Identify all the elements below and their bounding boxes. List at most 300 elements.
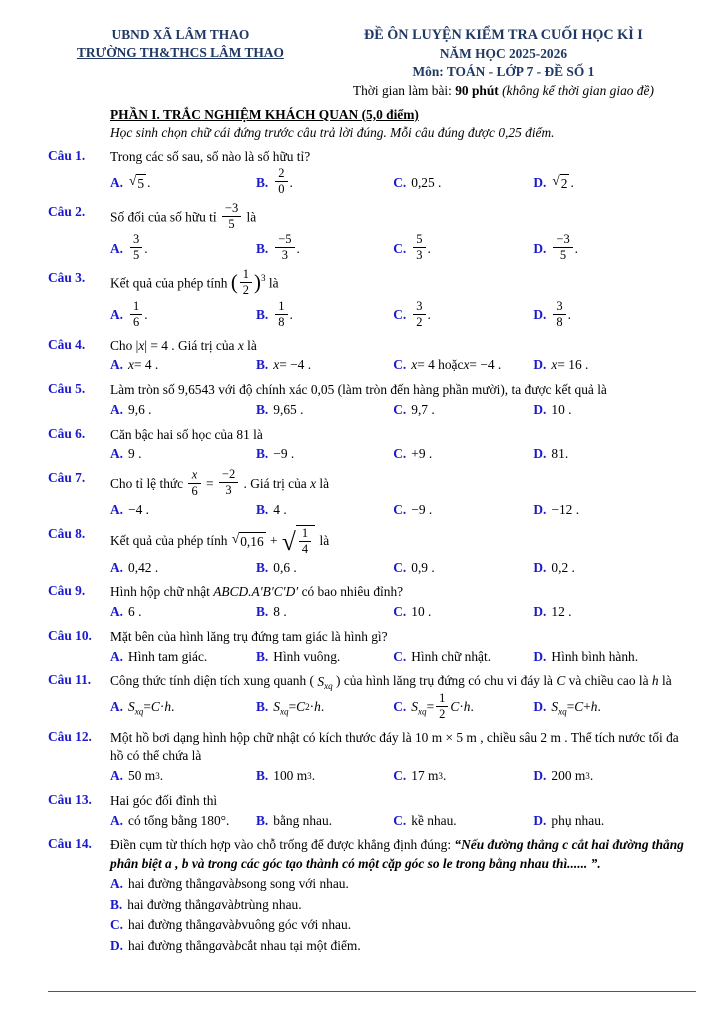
option-label: A. [110,174,124,190]
math-var: b [233,896,241,912]
math-sqrt [232,532,266,549]
option-label: D. [533,699,547,715]
text-run: . [427,307,431,323]
option [256,444,393,464]
fraction-denominator: 3 [416,248,423,263]
option-label: B. [256,446,269,462]
option-text [411,648,491,666]
fraction-numerator: 2 [275,167,287,182]
math-var: S [317,673,325,689]
text-run: + [266,532,281,548]
option-label: B. [256,648,269,664]
option-label: C. [393,501,407,517]
question-text [110,203,694,232]
text-run: và [221,917,235,933]
fraction-numerator: 5 [413,233,425,248]
text-run: . [597,699,601,715]
question-block [48,728,694,788]
option-text [273,559,296,577]
options-row [110,874,694,956]
option [110,558,256,578]
subject-line: Môn: TOÁN - LỚP 7 - ĐỀ SỐ 1 [412,64,595,80]
text-run: 200 m [551,768,586,784]
text-run: là [316,476,330,492]
fraction-numerator: 1 [240,268,252,283]
page-footer-divider [48,991,696,992]
text-run: 12 . [551,604,572,620]
option-label: C. [393,357,407,373]
text-run: 9,7 . [411,401,435,417]
page-header [48,26,694,100]
option-label: B. [256,401,269,417]
option-text [273,812,332,830]
text-run: 10 . [411,604,432,620]
option [533,647,694,667]
text-run: −9 . [273,446,295,462]
math-var: x [411,357,418,373]
text-run: . [470,699,474,715]
text-run: Công thức tính diện tích xung quanh ( [110,673,318,689]
subscript [324,680,333,690]
option-label: A. [110,307,124,323]
text-run: Làm tròn số 9,6543 với độ chính xác 0,05 (làm tròn đến hàng phần mười), ta được kết quả là [110,382,607,398]
radical-sign: √ [129,172,137,188]
options-row [110,811,694,831]
question-body [110,671,694,724]
math-var-sub [411,698,426,716]
option [393,811,533,831]
org-name-line2: TRƯỜNG TH&THCS LÂM THAO [76,44,284,60]
fraction-numerator: 3 [130,233,142,248]
text-run: bằng nhau. [273,812,333,828]
text-run: . [171,699,175,715]
math-var-sub [551,698,566,716]
question-block [48,835,694,957]
math-fraction [219,468,238,497]
option-label: C. [393,699,407,715]
text-run: 9,65 . [273,401,304,417]
subscript [418,707,427,717]
questions-list [48,147,694,958]
time-limit-line [313,82,694,100]
question-text [110,469,694,499]
option-text [128,916,351,934]
exam-title: ĐỀ ÔN LUYỆN KIỂM TRA CUỐI HỌC KÌ I [364,27,643,43]
text-run: Hình hộp chữ nhật [110,584,214,600]
math-fraction [188,468,200,498]
question-block [48,269,694,332]
fraction-denominator: 0 [278,182,285,197]
option [393,647,533,667]
option-text [551,174,573,192]
option [110,895,694,915]
question-block [48,525,694,580]
question-block [48,791,694,832]
text-run: Một hồ bơi dạng hình hộp chữ nhật có kích thước đáy là 10 m × 5 m , chiều sâu 2 m . Thể tích nước tối đa hồ có thể chứa là [110,729,679,764]
option [110,647,256,667]
option [393,766,533,786]
option-label: C. [393,401,407,417]
text-run: và [221,937,235,953]
fraction-denominator: 6 [191,483,198,498]
text-run: Hình vuông. [273,648,341,664]
text-run: . [567,307,572,323]
text-run: | = 4 . Giá trị của [144,337,238,353]
option-text [551,445,568,463]
radicand: 0,16 [240,533,264,549]
text-run: và [221,875,235,891]
option-text [273,165,293,197]
text-run: 81. [551,446,569,462]
option-label: A. [110,401,124,417]
math-fraction [275,233,294,262]
option-text [128,875,349,893]
text-run: Căn bậc hai số học của 81 là [110,426,263,442]
question-body [110,425,694,466]
math-fraction [130,300,142,329]
text-run: cắt nhau tại một điểm. [241,937,361,953]
math-var: xq [417,706,427,717]
question-text [110,835,694,873]
text-run: . [574,240,579,256]
option-label: D. [533,357,547,373]
option-text [411,690,474,722]
text-run: = 16 . [557,357,589,373]
text-run: . [289,174,293,190]
question-number: Câu 12. [48,728,92,744]
options-row [110,400,694,420]
option-text [128,559,158,577]
math-fraction [413,300,425,329]
text-run: 8 . [273,604,287,620]
option [110,936,694,956]
option-label: B. [256,501,269,517]
math-var: C [150,699,160,715]
math-var-sub [273,698,288,716]
math-var: x [551,357,558,373]
text-run: Kết quả của phép tính [110,532,231,548]
option-text [551,559,574,577]
text-run: −4 . [128,501,149,517]
question-body [110,835,694,957]
question-block [48,627,694,668]
header-org-block [48,26,313,100]
question-text [110,582,694,601]
fraction-denominator: 5 [228,217,235,232]
text-run: . [147,174,151,190]
math-var: h [590,699,598,715]
fraction-numerator [188,468,200,484]
text-run: −12 . [551,501,580,517]
question-body [110,582,694,623]
option [256,400,393,420]
question-number: Câu 7. [48,470,86,486]
text-run: = [202,476,217,492]
option [110,300,256,331]
text-run: · [459,699,464,715]
fraction-denominator: 3 [281,248,289,263]
option [393,500,533,520]
text-run: là [316,532,330,548]
question-body [110,203,694,266]
text-run: = −4 . [469,357,502,373]
option-text [411,812,456,830]
text-run: . [144,240,148,256]
option-label: D. [533,501,547,517]
option-text [128,698,174,716]
fraction-numerator: −3 [553,233,572,248]
options-row [110,558,694,578]
fraction-denominator: 8 [556,314,563,329]
text-run: . [427,240,431,256]
option [256,558,393,578]
text-run: . [570,174,574,190]
text-run: và chiều cao là [565,673,652,689]
text-run: · [309,699,315,715]
option [110,811,256,831]
option-text [128,812,229,830]
option-label: B. [256,240,269,256]
math-var: a [215,937,222,953]
options-row [110,300,694,331]
option-text [411,298,431,330]
option-label: D. [533,559,547,575]
option-text [411,174,441,192]
option [533,444,694,464]
option-text: 50 m 3 . [128,768,164,784]
math-var: x [191,467,198,482]
fraction-numerator: 1 [436,692,448,707]
option-label: B. [256,174,269,190]
question-body [110,627,694,668]
option-text [128,937,361,955]
text-run: là [265,276,279,292]
question-block [48,425,694,466]
text-run: 0,2 . [551,559,575,575]
option-text [273,501,286,519]
math-var: S [273,699,280,715]
option-label: D. [533,401,547,417]
text-run: 0,42 . [128,559,159,575]
option-label: B. [256,307,269,323]
radical-sign: √ [552,172,560,188]
question-number: Câu 13. [48,791,92,807]
text-run: phụ nhau. [551,812,605,828]
text-run: Cho | [110,337,139,353]
math-var-sub [128,698,143,716]
text-run: = [566,699,575,715]
text-run: có tổng bằng 180°. [128,812,230,828]
question-block [48,147,694,200]
option-label: D. [533,446,547,462]
question-block [48,203,694,266]
math-var: a [214,896,222,912]
option-label: D. [533,174,547,190]
text-run: hai đường thẳng [128,937,216,953]
radical-sign: √ [231,530,240,546]
subscript [280,707,289,717]
question-number: Câu 10. [48,627,92,643]
option-text [411,234,431,263]
superscript: 3 [260,273,266,284]
question-number: Câu 9. [48,583,86,599]
question-text [110,380,694,399]
radicand [296,525,315,557]
option-label: A. [110,559,124,575]
options-row [110,444,694,464]
math-var: x [310,476,317,492]
option [256,766,393,786]
option-label: D. [110,937,124,953]
text-run: hai đường thẳng [128,875,216,891]
option-label: A. [110,875,124,891]
text-run: . [311,768,316,784]
text-run: = −4 . [279,357,312,373]
option [110,915,694,935]
math-var: xq [324,681,333,692]
option-text [551,698,600,716]
option-text [273,298,293,330]
math-var: x [138,337,145,353]
fraction-numerator: −3 [222,202,241,217]
text-run: . [296,240,300,256]
math-sqrt [282,525,315,557]
text-run: . [159,768,164,784]
question-body [110,728,694,788]
text-run: = [426,699,435,715]
option-text [127,896,301,914]
math-var: a [215,917,222,933]
text-run: Điền cụm từ thích hợp vào chỗ trống để được khẳng định đúng: [110,837,455,853]
option [110,400,256,420]
question-body [110,269,694,332]
option-label: B. [256,357,269,373]
option-label: A. [110,357,124,373]
option [393,355,533,375]
quote-run: “Nếu đường thẳng c cắt hai đường thẳng phân biệt a , b và trong các góc tạo thành có một cặp góc so le trong bằng nhau thì...... ”. [110,837,684,872]
options-row [110,500,694,520]
text-run: Mặt bên của hình lăng trụ đứng tam giác là hình gì? [110,628,388,644]
option-label: D. [533,604,547,620]
fraction-numerator: 3 [413,300,425,315]
math-var: x [237,337,244,353]
question-number: Câu 5. [48,381,86,397]
fraction-denominator: 8 [278,314,285,329]
option-label: A. [110,648,124,664]
option [256,602,393,622]
option-text [273,401,303,419]
option-text [128,234,148,263]
option-label: A. [110,604,124,620]
option-text [128,401,151,419]
option [110,500,256,520]
option-label: B. [256,604,269,620]
option-text: $S_{xq}$ = C 2 · h . [273,699,325,717]
option-text [411,603,431,621]
options-row [110,692,694,723]
option [533,233,694,264]
option [110,173,256,193]
text-run: = [288,699,297,715]
option [110,444,256,464]
option [533,766,694,786]
math-var: xq [134,706,144,717]
option-text [551,501,579,519]
option-text [551,812,604,830]
option-text [411,445,432,463]
fraction-denominator: 4 [301,541,309,556]
option-text [128,356,158,374]
option [256,500,393,520]
option [533,602,694,622]
math-fraction [299,527,311,556]
option-text [128,603,141,621]
option-label: C. [393,559,407,575]
option-label: B. [256,559,269,575]
text-run: Hình tam giác. [128,648,208,664]
option-text: 17 m 3 . [411,768,447,784]
math-var: S [551,699,559,715]
math-var: S [128,699,135,715]
question-block [48,380,694,421]
text-run: Hình bình hành. [551,648,639,664]
text-run: Trong các số sau, số nào là số hữu tỉ? [110,149,311,165]
question-text [110,525,694,557]
math-fraction [275,300,287,329]
question-text [110,147,694,166]
options-row [110,602,694,622]
option-label: A. [110,501,124,517]
text-run: 9,6 . [128,401,152,417]
math-fraction [436,692,448,721]
options-row [110,355,694,375]
text-run: = 4 . [133,357,159,373]
section-instruction: Học sinh chọn chữ cái đứng trước câu trả lời đúng. Mỗi câu đúng được 0,25 điểm. [110,125,555,141]
subscript [558,707,567,717]
option [256,233,393,264]
option [110,602,256,622]
math-var: b [234,937,242,953]
radicand: 5 [137,175,145,191]
option-label: C. [393,174,407,190]
math-var: C [556,673,566,689]
question-text [110,425,694,444]
section-title: PHẦN I. TRẮC NGHIỆM KHÁCH QUAN (5,0 điểm) [110,106,419,122]
radical-sign: √ [281,527,296,557]
option [256,300,393,331]
option-text [128,174,150,192]
paren: ( [230,272,238,295]
text-run: · [159,699,165,715]
option [393,558,533,578]
text-run: là [243,337,257,353]
fraction-denominator: 2 [242,283,250,298]
question-text [110,791,694,810]
text-run: 17 m [411,768,439,784]
math-fraction [130,233,142,262]
text-run: Số đối của số hữu tỉ [110,209,220,225]
question-number: Câu 11. [48,672,92,688]
text-run: là [658,673,672,689]
math-var-sub [317,673,333,692]
options-row [110,167,694,198]
fraction-numerator: 3 [553,300,565,315]
text-run: Hai góc đối đỉnh thì [110,793,218,809]
option [533,811,694,831]
text-run: và [221,896,234,912]
time-duration: 90 phút [455,83,499,99]
question-block [48,582,694,623]
